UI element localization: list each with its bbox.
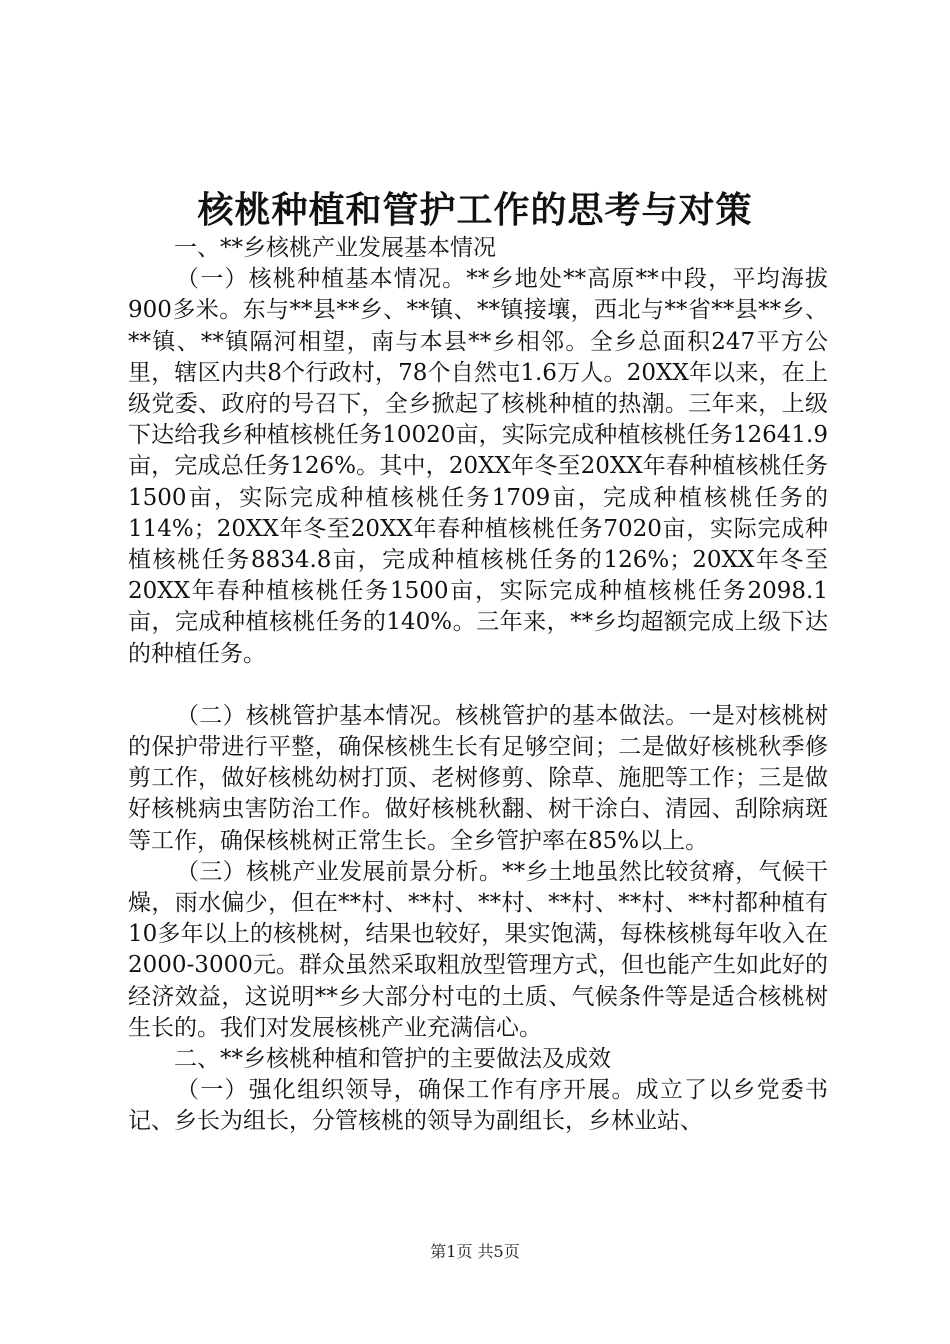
section-heading-1: 一、**乡核桃产业发展基本情况 [174, 235, 496, 261]
paragraph-organization: （一）强化组织领导，确保工作有序开展。成立了以乡党委书记、乡长为组长，分管核桃的领导为副组长，乡林业站、 [128, 1077, 828, 1135]
document-title: 核桃种植和管护工作的思考与对策 [197, 189, 753, 231]
page-number-footer: 第1页 共5页 [430, 1242, 520, 1261]
document-body [128, 233, 828, 1138]
paragraph-management-status: （二）核桃管护基本情况。核桃管护的基本做法。一是对核桃树的保护带进行平整，确保核桃生长有足够空间；二是做好核桃秋季修剪工作，做好核桃幼树打顶、老树修剪、除草、施肥等工作；三是做好核桃病虫害防治工作。做好核桃秋翻、树干涂白、清园、刮除病斑等工作，确保核桃树正常生长。全乡管护率在85%以上。 [128, 702, 828, 854]
paragraph-prospect-analysis: （三）核桃产业发展前景分析。**乡土地虽然比较贫瘠，气候干燥，雨水偏少，但在**村、**村、**村、**村、**村、**村都种植有10多年以上的核桃树，结果也较好，果实饱满，每株核桃每年收入在2000-3000元。群众虽然采取粗放型管理方式，但也能产生如此好的经济效益，这说明**乡大部分村屯的土质、气候条件等是适合核桃树生长的。我们对发展核桃产业充满信心。 [128, 858, 828, 1041]
paragraph-planting-status: （一）核桃种植基本情况。**乡地处**高原**中段，平均海拔900多米。东与**县**乡、**镇、**镇接壤，西北与**省**县**乡、**镇、**镇隔河相望，南与本县**乡相邻。全乡总面积247平方公里，辖区内共8个行政村，78个自然屯1.6万人。20XX年以来，在上级党委、政府的号召下，全乡掀起了核桃种植的热潮。三年来，上级下达给我乡种植核桃任务10020亩，实际完成种植核桃任务12641.9亩，完成总任务126%。其中，20XX年冬至20XX年春种植核桃任务1500亩，实际完成种植核桃任务1709亩，完成种植核桃任务的114%；20XX年冬至20XX年春种植核桃任务7020亩，实际完成种植核桃任务8834.8亩，完成种植核桃任务的126%；20XX年冬至20XX年春种植核桃任务1500亩，实际完成种植核桃任务2098.1亩，完成种植核桃任务的140%。三年来，**乡均超额完成上级下达的种植任务。 [128, 266, 828, 667]
paragraph-gap [128, 670, 828, 701]
section-heading-2: 二、**乡核桃种植和管护的主要做法及成效 [174, 1046, 611, 1073]
